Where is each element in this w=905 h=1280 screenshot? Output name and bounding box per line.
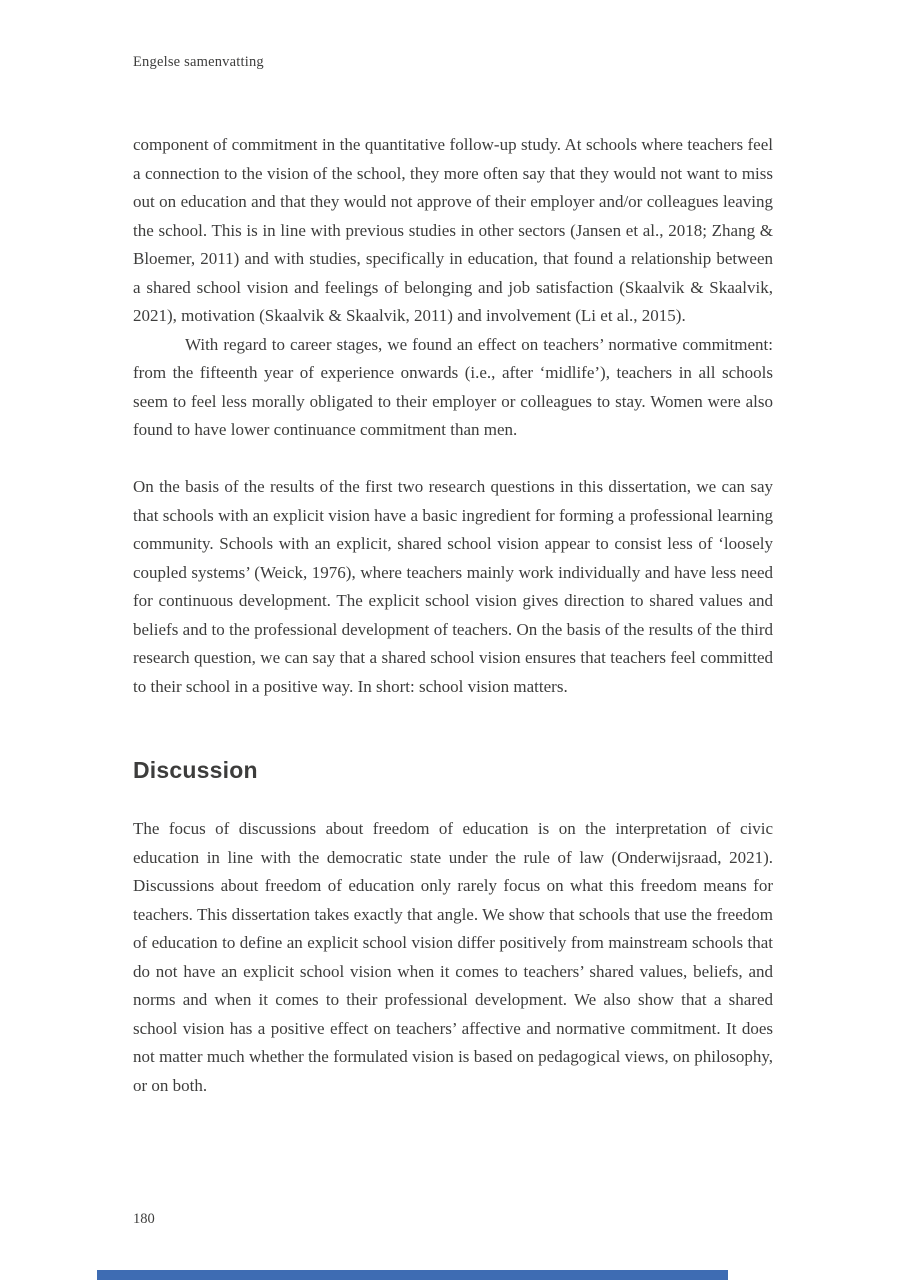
paragraph-freedom-of-education: The focus of discussions about freedom of education is on the interpretation of civic education in line with the democratic state under the rule of law (Onderwijsraad, 2021). Discussions about freedom of education only rarely focus on what this freedom means for teachers. This dissertation takes exactly that angle. We show that schools that use the freedom of education to define an explicit school vision differ positively from mainstream schools that do not have an explicit school vision when it comes to teachers’ shared values, beliefs, and norms and when it comes to their professional development. We also show that a shared school vision has a positive effect on teachers’ affective and normative commitment. It does not matter much whether the formulated vision is based on pedagogical views, on philosophy, or on both. bbox=[133, 819, 773, 1095]
paragraph-career-stages: With regard to career stages, we found an effect on teachers’ normative commitment: from the fifteenth year of experience onwards (i.e., after ‘midlife’), teachers in all schools seem to feel less morally obligated to their employer or colleagues to stay. Women were also found to have lower continuance commitment than men. bbox=[133, 334, 773, 439]
page-number: 180 bbox=[133, 1211, 155, 1227]
body-text-column bbox=[133, 131, 773, 1100]
section-heading-discussion: Discussion bbox=[133, 757, 258, 783]
running-header: Engelse samenvatting bbox=[133, 54, 264, 70]
paragraph-research-questions: On the basis of the results of the first two research questions in this dissertation, we can say that schools with an explicit vision have a basic ingredient for forming a professional learning community. Schools with an explicit, shared school vision appear to consist less of ‘loosely coupled systems’ (Weick, 1976), where teachers mainly work individually and have less need for continuous development. The explicit school vision gives direction to shared values and beliefs and to the professional development of teachers. On the basis of the results of the third research question, we can say that a shared school vision ensures that teachers feel committed to their school in a positive way. In short: school vision matters. bbox=[133, 477, 773, 696]
paragraph-commitment-followup: component of commitment in the quantitative follow-up study. At schools where teachers feel a connection to the vision of the school, they more often say that they would not want to miss out on education and that they would not approve of their employer and/or colleagues leaving the school. This is in line with previous studies in other sectors (Jansen et al., 2018; Zhang & Bloemer, 2011) and with studies, specifically in education, that found a relationship between a shared school vision and feelings of belonging and job satisfaction (Skaalvik & Skaalvik, 2021), motivation (Skaalvik & Skaalvik, 2011) and involvement (Li et al., 2015). bbox=[133, 135, 773, 325]
bottom-accent-bar bbox=[97, 1270, 728, 1280]
